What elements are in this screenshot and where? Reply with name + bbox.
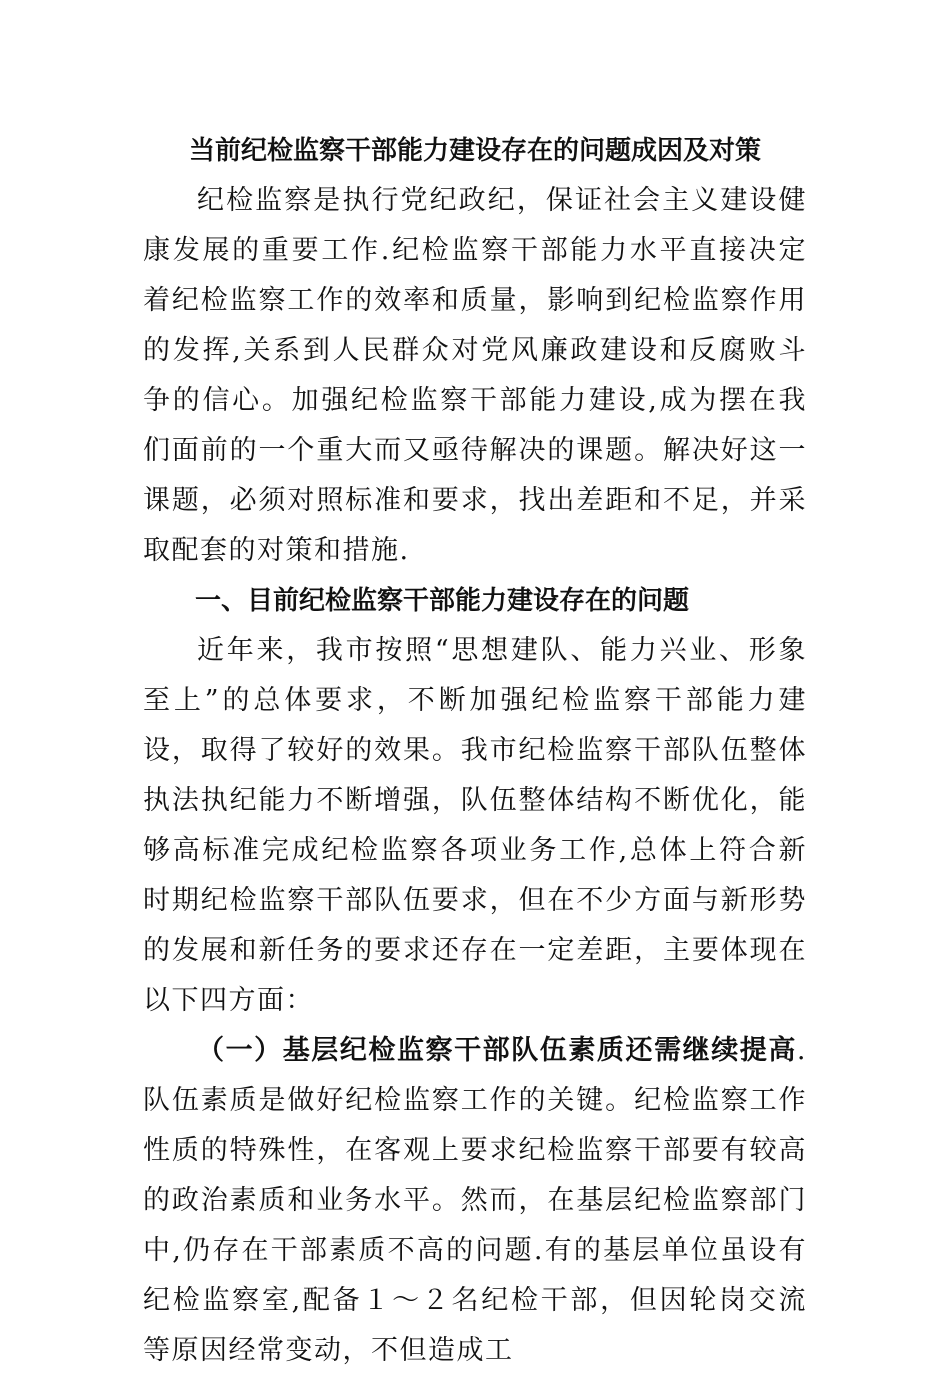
intro-paragraph: 纪检监察是执行党纪政纪，保证社会主义建设健康发展的重要工作.纪检监察干部能力水平直接决定着纪检监察工作的效率和质量，影响到纪检监察作用的发挥,关系到人民群众对党风廉政建设和反腐败斗争的信心。加强纪检监察干部能力建设,成为摆在我们面前的一个重大而又亟待解决的课题。解决好这一课题，必须对照标准和要求，找出差距和不足，并采取配套的对策和措施.: [143, 185, 807, 566]
subsection-1-paragraph: [143, 1026, 807, 1376]
section-1-paragraph: 近年来，我市按照“思想建队、能力兴业、形象至上”的总体要求，不断加强纪检监察干部能力建设，取得了较好的效果。我市纪检监察干部队伍整体执法执纪能力不断增强，队伍整体结构不断优化，能够高标准完成纪检监察各项业务工作,总体上符合新时期纪检监察干部队伍要求，但在不少方面与新形势的发展和新任务的要求还存在一定差距，主要体现在以下四方面：: [143, 635, 807, 1016]
section-1-heading: 一、目前纪检监察干部能力建设存在的问题: [195, 586, 690, 616]
subsection-1-heading: （一）基层纪检监察干部队伍素质还需继续提高: [197, 1035, 797, 1066]
subsection-1-body: .队伍素质是做好纪检监察工作的关键。纪检监察工作性质的特殊性，在客观上要求纪检监察干部要有较高的政治素质和业务水平。然而，在基层纪检监察部门中,仍存在干部素质不高的问题.有的基层单位虽设有纪检监察室,配备１～２名纪检干部，但因轮岗交流等原因经常变动，不但造成工: [143, 1035, 807, 1366]
document-page: [143, 126, 807, 1376]
document-title: 当前纪检监察干部能力建设存在的问题成因及对策: [188, 136, 761, 166]
